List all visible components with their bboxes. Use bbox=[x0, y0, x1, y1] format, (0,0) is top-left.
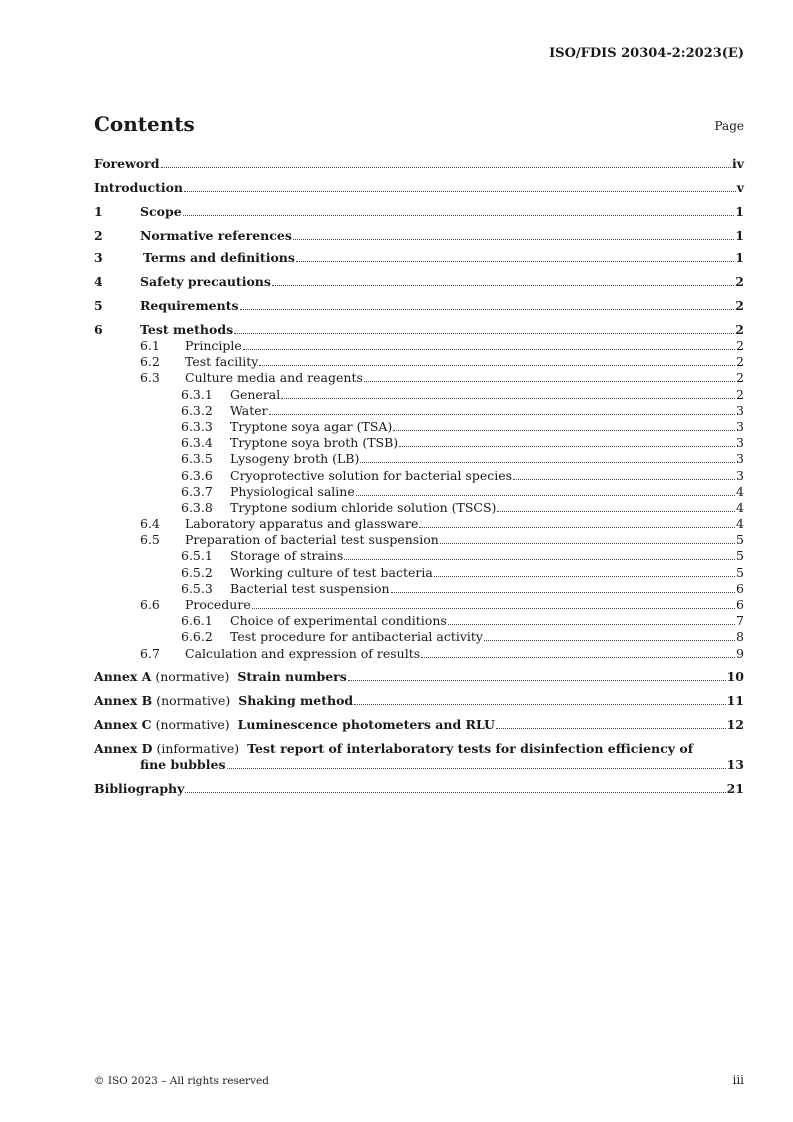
toc-entry-introduction[interactable] bbox=[94, 180, 744, 196]
toc-entry-annex-a[interactable] bbox=[94, 669, 744, 685]
toc-entry-6-3-2[interactable] bbox=[94, 403, 744, 419]
toc-number: 6.3.8 bbox=[181, 499, 213, 515]
leader-dots bbox=[293, 238, 734, 240]
toc-entry-6-4[interactable] bbox=[94, 516, 744, 532]
toc-number: 6.6.2 bbox=[181, 629, 213, 645]
toc-title: Tryptone sodium chloride solution (TSCS) bbox=[230, 499, 497, 515]
toc-page: 2 bbox=[736, 354, 744, 370]
toc-entry-6-6[interactable] bbox=[94, 597, 744, 613]
annex-kind: (normative) bbox=[156, 692, 231, 708]
toc-entry-6-3-6[interactable] bbox=[94, 468, 744, 484]
toc-number: 6 bbox=[94, 322, 103, 337]
leader-dots bbox=[484, 639, 735, 641]
table-of-contents bbox=[94, 156, 744, 797]
leader-dots bbox=[344, 558, 735, 560]
toc-number: 6.3.1 bbox=[181, 386, 213, 402]
document-id: ISO/FDIS 20304-2:2023(E) bbox=[549, 46, 744, 61]
toc-entry-clause-3[interactable] bbox=[94, 250, 744, 266]
leader-dots bbox=[354, 703, 725, 705]
annex-label: Annex B bbox=[94, 692, 153, 708]
toc-entry-6-3-4[interactable] bbox=[94, 435, 744, 451]
toc-number: 1 bbox=[94, 204, 103, 219]
annex-kind: (normative) bbox=[155, 716, 230, 732]
toc-number: 6.4 bbox=[140, 516, 160, 532]
toc-entry-6-3[interactable] bbox=[94, 370, 744, 386]
toc-entry-clause-4[interactable] bbox=[94, 274, 744, 290]
leader-dots bbox=[364, 380, 735, 382]
annex-label: Annex C bbox=[94, 716, 152, 732]
leader-dots bbox=[440, 542, 735, 544]
toc-entry-6-3-3[interactable] bbox=[94, 419, 744, 435]
toc-title: Requirements bbox=[140, 298, 239, 313]
toc-number: 2 bbox=[94, 228, 103, 243]
leader-dots bbox=[419, 526, 735, 528]
toc-number: 6.5 bbox=[140, 532, 160, 548]
toc-title: Test report of interlaboratory tests for disinfection efficiency of bbox=[247, 740, 694, 756]
toc-number: 6.3 bbox=[140, 370, 160, 386]
toc-page: 4 bbox=[736, 499, 744, 515]
toc-title: Shaking method bbox=[238, 692, 354, 708]
toc-page: 4 bbox=[736, 516, 744, 532]
leader-dots bbox=[161, 166, 731, 168]
toc-title: Procedure bbox=[185, 597, 251, 612]
page-column-label: Page bbox=[714, 119, 744, 133]
toc-title: General bbox=[230, 386, 281, 402]
toc-number: 4 bbox=[94, 274, 103, 289]
toc-page: v bbox=[736, 180, 744, 195]
leader-dots bbox=[296, 260, 734, 262]
toc-number: 6.6 bbox=[140, 597, 160, 612]
toc-page: 12 bbox=[726, 716, 744, 732]
toc-page: 2 bbox=[736, 370, 744, 386]
leader-dots bbox=[269, 413, 735, 415]
toc-page: 3 bbox=[736, 402, 744, 418]
toc-title: Test procedure for antibacterial activity bbox=[230, 629, 483, 645]
toc-number: 6.3.4 bbox=[181, 435, 213, 451]
toc-page: 8 bbox=[736, 629, 744, 645]
leader-dots bbox=[243, 348, 735, 350]
toc-page: 1 bbox=[735, 250, 744, 265]
toc-title: Test facility bbox=[185, 354, 259, 370]
toc-number: 6.3.6 bbox=[181, 467, 213, 483]
toc-title: Storage of strains bbox=[230, 548, 344, 564]
toc-page: 4 bbox=[736, 483, 744, 499]
toc-page: 3 bbox=[736, 435, 744, 451]
toc-number: 6.3.3 bbox=[181, 418, 213, 434]
toc-page: 2 bbox=[735, 298, 744, 313]
toc-entry-6-5[interactable] bbox=[94, 532, 744, 548]
toc-title: Normative references bbox=[140, 228, 292, 243]
leader-dots bbox=[185, 791, 725, 793]
leader-dots bbox=[393, 429, 735, 431]
toc-title: Lysogeny broth (LB) bbox=[230, 451, 360, 467]
toc-entry-annex-d[interactable] bbox=[94, 741, 744, 773]
toc-number: 6.3.2 bbox=[181, 402, 213, 418]
toc-page: 13 bbox=[726, 756, 744, 772]
toc-title-continued: fine bubbles bbox=[140, 756, 226, 772]
toc-entry-annex-c[interactable] bbox=[94, 717, 744, 733]
toc-title: Water bbox=[230, 402, 268, 418]
leader-dots bbox=[252, 607, 735, 609]
toc-title: Test methods bbox=[140, 322, 234, 337]
toc-title: Foreword bbox=[94, 156, 160, 171]
toc-entry-6-6-1[interactable] bbox=[94, 613, 744, 629]
leader-dots bbox=[434, 575, 735, 577]
leader-dots bbox=[348, 679, 726, 681]
toc-number: 6.5.2 bbox=[181, 564, 213, 580]
toc-page: 3 bbox=[736, 451, 744, 467]
toc-page: 2 bbox=[736, 386, 744, 402]
leader-dots bbox=[391, 591, 735, 593]
page-number: iii bbox=[732, 1073, 744, 1087]
toc-entry-6-6-2[interactable] bbox=[94, 629, 744, 645]
annex-kind: (informative) bbox=[156, 740, 240, 756]
toc-page: 3 bbox=[736, 467, 744, 483]
toc-title: Laboratory apparatus and glassware bbox=[185, 516, 419, 532]
toc-entry-6-7[interactable] bbox=[94, 646, 744, 662]
leader-dots bbox=[448, 623, 735, 625]
toc-number: 6.2 bbox=[140, 354, 160, 370]
leader-dots bbox=[497, 510, 735, 512]
toc-entry-6-2[interactable] bbox=[94, 354, 744, 370]
toc-number: 6.1 bbox=[140, 338, 160, 353]
toc-entry-annex-b[interactable] bbox=[94, 693, 744, 709]
toc-title: Preparation of bacterial test suspension bbox=[185, 532, 439, 548]
annex-label: Annex A bbox=[94, 668, 152, 684]
toc-entry-6-3-7[interactable] bbox=[94, 484, 744, 500]
annex-kind: (normative) bbox=[155, 668, 230, 684]
toc-title: Bacterial test suspension bbox=[230, 580, 390, 596]
toc-page: 7 bbox=[736, 613, 744, 629]
leader-dots bbox=[356, 494, 735, 496]
leader-dots bbox=[227, 767, 726, 769]
leader-dots bbox=[183, 214, 735, 216]
toc-entry-foreword[interactable] bbox=[94, 156, 744, 172]
annex-label: Annex D bbox=[94, 740, 153, 756]
leader-dots bbox=[272, 284, 734, 286]
toc-title: Strain numbers bbox=[237, 668, 347, 684]
toc-entry-clause-1[interactable] bbox=[94, 204, 744, 220]
toc-title: Luminescence photometers and RLU bbox=[237, 716, 495, 732]
toc-entry-6-5-2[interactable] bbox=[94, 565, 744, 581]
toc-page: 3 bbox=[736, 418, 744, 434]
toc-page: 5 bbox=[736, 548, 744, 564]
toc-page: 9 bbox=[736, 645, 744, 661]
leader-dots bbox=[513, 478, 735, 480]
toc-number: 6.3.7 bbox=[181, 483, 213, 499]
toc-page: iv bbox=[731, 156, 744, 171]
contents-heading: Contents bbox=[94, 112, 195, 136]
toc-page: 2 bbox=[736, 338, 744, 353]
toc-entry-6-3-5[interactable] bbox=[94, 451, 744, 467]
toc-entry-6-5-1[interactable] bbox=[94, 548, 744, 564]
toc-page: 10 bbox=[726, 668, 744, 684]
toc-entry-bibliography[interactable] bbox=[94, 781, 744, 797]
toc-title: Choice of experimental conditions bbox=[230, 613, 447, 629]
toc-entry-clause-2[interactable] bbox=[94, 228, 744, 244]
toc-entry-clause-6[interactable] bbox=[94, 322, 744, 338]
leader-dots bbox=[421, 656, 735, 658]
toc-title: Safety precautions bbox=[140, 274, 271, 289]
toc-number: 3 bbox=[94, 250, 103, 265]
toc-page: 21 bbox=[726, 780, 744, 796]
toc-title: Bibliography bbox=[94, 780, 185, 796]
toc-number: 6.3.5 bbox=[181, 451, 213, 467]
toc-page: 1 bbox=[735, 228, 744, 243]
toc-entry-clause-5[interactable] bbox=[94, 298, 744, 314]
toc-page: 5 bbox=[736, 564, 744, 580]
toc-number: 5 bbox=[94, 298, 103, 313]
toc-title: Physiological saline bbox=[230, 483, 355, 499]
toc-entry-6-1[interactable] bbox=[94, 338, 744, 354]
toc-page: 2 bbox=[735, 274, 744, 289]
toc-title: Terms and definitions bbox=[143, 250, 295, 265]
toc-title: Calculation and expression of results bbox=[185, 645, 421, 661]
leader-dots bbox=[240, 308, 735, 310]
leader-dots bbox=[234, 332, 734, 334]
toc-number: 6.6.1 bbox=[181, 613, 213, 629]
toc-entry-6-5-3[interactable] bbox=[94, 581, 744, 597]
toc-page: 11 bbox=[726, 692, 744, 708]
toc-title: Introduction bbox=[94, 180, 184, 195]
toc-title: Principle bbox=[185, 338, 242, 353]
toc-title: Working culture of test bacteria bbox=[230, 564, 433, 580]
toc-title: Scope bbox=[140, 204, 182, 219]
leader-dots bbox=[496, 727, 726, 729]
toc-page: 5 bbox=[736, 532, 744, 548]
toc-number: 6.5.3 bbox=[181, 580, 213, 596]
toc-page: 2 bbox=[735, 322, 744, 337]
toc-title: Culture media and reagents bbox=[185, 370, 363, 386]
toc-entry-6-3-8[interactable] bbox=[94, 500, 744, 516]
toc-title: Cryoprotective solution for bacterial species bbox=[230, 467, 513, 483]
toc-title: Tryptone soya agar (TSA) bbox=[230, 418, 393, 434]
leader-dots bbox=[184, 190, 736, 192]
toc-entry-6-3-1[interactable] bbox=[94, 387, 744, 403]
toc-number: 6.5.1 bbox=[181, 548, 213, 564]
toc-page: 1 bbox=[735, 204, 744, 219]
toc-number: 6.7 bbox=[140, 645, 160, 661]
copyright-notice: © ISO 2023 – All rights reserved bbox=[94, 1075, 269, 1087]
toc-page: 6 bbox=[736, 597, 744, 612]
toc-page: 6 bbox=[736, 580, 744, 596]
toc-title: Tryptone soya broth (TSB) bbox=[230, 435, 399, 451]
leader-dots bbox=[281, 397, 735, 399]
leader-dots bbox=[399, 445, 735, 447]
leader-dots bbox=[360, 461, 735, 463]
leader-dots bbox=[259, 364, 735, 366]
